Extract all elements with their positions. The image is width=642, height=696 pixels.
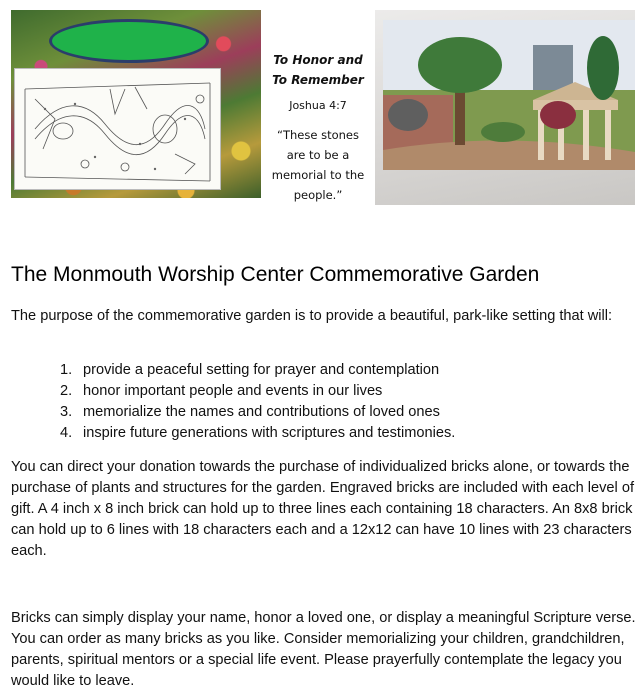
list-item	[60, 381, 455, 402]
garden-plan-photo	[11, 10, 261, 198]
list-text: honor important people and events in our lives	[83, 383, 383, 399]
list-item	[60, 423, 455, 444]
garden-painting-photo	[375, 10, 635, 205]
donation-paragraph: You can direct your donation towards the purchase of individualized bricks alone, or towards the purchase of plants and structures for the garden. Engraved bricks are included with each level of gift. A 4 inch x 8 inch brick can hold up to three lines each containing 18 characters. An 8x8 brick can hold up to 6 lines with 18 characters each and a 12x12 can have 10 lines with 23 characters each.	[11, 459, 635, 559]
list-number: 2.	[60, 383, 73, 399]
garden-plan-drawing	[14, 68, 221, 190]
list-number: 1.	[60, 362, 73, 378]
list-text: provide a peaceful setting for prayer and contemplation	[83, 362, 440, 378]
bricks-paragraph: Bricks can simply display your name, honor a loved one, or display a meaningful Scripture verse. You can order as many bricks as you like. Consider memorializing your children, grandchildren, parents, spiritual mentors or a special life event. Please prayerfully contemplate the legacy you would like to leave.	[11, 610, 636, 689]
quote-line: “These stones	[277, 128, 359, 142]
caption-title-line-1: To Honor and	[273, 53, 363, 67]
garden-goals-list	[60, 360, 455, 444]
quote-line: memorial to the	[271, 168, 365, 182]
purpose-paragraph: The purpose of the commemorative garden is to provide a beautiful, park-like setting that will:	[11, 308, 613, 324]
list-text: inspire future generations with scriptures and testimonies.	[83, 425, 456, 441]
green-oval-shape	[49, 19, 209, 63]
list-text: memorialize the names and contributions of loved ones	[83, 404, 440, 420]
painting-graphic	[383, 20, 635, 170]
caption-title-line-2: To Remember	[272, 73, 364, 87]
list-item	[60, 402, 455, 423]
scripture-caption	[268, 50, 368, 205]
quote-line: people.”	[293, 188, 343, 202]
garden-painting	[383, 20, 635, 170]
list-number: 4.	[60, 425, 73, 441]
quote-line: are to be a	[286, 148, 350, 162]
list-item	[60, 360, 455, 381]
scripture-quote	[268, 125, 368, 205]
scripture-reference: Joshua 4:7	[289, 99, 347, 112]
plan-sketch-graphic	[15, 69, 220, 189]
list-number: 3.	[60, 404, 73, 420]
page-title: The Monmouth Worship Center Commemorative Garden	[11, 263, 540, 286]
